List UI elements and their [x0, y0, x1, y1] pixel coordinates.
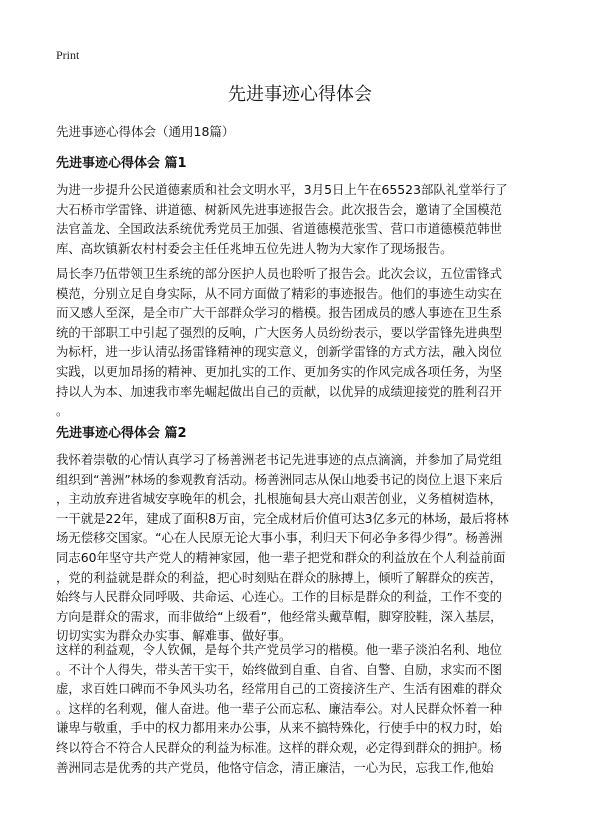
section2-paragraph-1: [56, 450, 546, 646]
text-line: 我怀着崇敬的心情认真学习了杨善洲老书记先进事迹的点点滴滴，并参加了局党组: [56, 452, 503, 467]
text-line: 场无偿移交国家。“心在人民原无论大事小事，利归天下何必争多得少得”。杨善洲: [56, 530, 503, 546]
text-line: 统的干部职工中引起了强烈的反响，广大医务人员纷纷表示，要以学雷锋先进典型: [56, 324, 503, 340]
text-line: 局长李乃伍带领卫生系统的部分医护人员也聆听了报告会。此次会议，五位雷锋式: [56, 266, 503, 281]
section-heading-2: 先进事迹心得体会 篇2: [56, 426, 187, 441]
text-line: ，党的利益就是群众的利益，把心时刻贴在群众的脉搏上，倾听了解群众的疾苦，: [56, 569, 503, 585]
text-line: 谦卑与敬重，手中的权力都用来办公事，从来不搞特殊化，行使手中的权力时，始: [56, 720, 503, 736]
text-line: 善洲同志是优秀的共产党员，他恪守信念，清正廉洁，一心为民，忘我工作,他始: [56, 759, 494, 775]
text-line: 方向是群众的需求，而非做给“上级看”，他经常头戴草帽，脚穿胶鞋，深入基层，: [56, 608, 503, 624]
text-line: 模范，分别立足自身实际，从不同方面做了精彩的事迹报告。他们的事迹生动实在: [56, 285, 503, 301]
text-line: 这样的利益观，令人钦佩，是每个共产党员学习的楷模。他一辈子淡泊名利、地位: [56, 642, 503, 657]
text-line: 始终与人民群众同呼吸、共命运、心连心。工作的目标是群众的利益，工作不变的: [56, 589, 503, 605]
section1-paragraph-2: [56, 264, 546, 421]
text-line: 虚，求百姓口碑而不争风头功名，经常用自己的工资接济生产、生活有困难的群众: [56, 681, 503, 697]
text-line: 持以人为本、加速我市率先崛起做出自己的贡献，以优异的成绩迎接党的胜利召开: [56, 383, 503, 399]
text-line: 为进一步提升公民道德素质和社会文明水平，3月5日上午在65523部队礼堂举行了: [56, 182, 508, 197]
text-line: 法官盖龙、全国政法系统优秀党员王加强、省道德模范张雪、营口市道德模范韩世: [56, 221, 503, 237]
text-line: ，主动放弃进省城安享晚年的机会，扎根施甸县大亮山艰苦创业，义务植树造林，: [56, 491, 503, 507]
section1-paragraph-1: [56, 180, 546, 258]
section2-paragraph-2: [56, 640, 546, 777]
text-line: 库、高坎镇新农村村委会主任任兆坤五位先进人物为大家作了现场报告。: [56, 240, 453, 256]
section-heading-1: 先进事迹心得体会 篇1: [56, 156, 187, 171]
text-line: 而又感人至深，是全市广大干部群众学习的楷模。报告团成员的感人事迹在卫生系: [56, 305, 503, 321]
text-line: 同志60年坚守共产党人的精神家园，他一辈子把党和群众的利益放在个人利益前面: [56, 549, 506, 565]
text-line: 一干就是22年，建成了面积8万亩，完全成材后价值可达3亿多元的林场，最后将林: [56, 510, 509, 526]
document-subtitle: 先进事迹心得体会（通用18篇）: [56, 124, 235, 139]
text-line: 。: [56, 403, 69, 419]
text-line: 实践，以更加昂扬的精神、更加扎实的工作、更加务实的作风完成各项任务，为坚: [56, 363, 503, 379]
text-line: 组织到“善洲”林场的参观教育活动。杨善洲同志从保山地委书记的岗位上退下来后: [56, 471, 503, 487]
print-link[interactable]: Print: [56, 48, 80, 62]
text-line: 终以符合不符合人民群众的利益为标准。这样的群众观，必定得到群众的拥护。杨: [56, 739, 503, 755]
text-line: 大石桥市学雷锋、讲道德、树新风先进事迹报告会。此次报告会，邀请了全国模范: [56, 201, 503, 217]
text-line: 为标杆，进一步认清弘扬雷锋精神的现实意义，创新学雷锋的方式方法，融入岗位: [56, 344, 503, 360]
document-title: 先进事迹心得体会: [228, 84, 372, 105]
text-line: 切切实实为群众办实事、解难事、做好事。: [56, 628, 292, 644]
text-line: 。这样的名利观，催人奋进。他一辈子公而忘私、廉洁奉公。对人民群众怀着一种: [56, 700, 503, 716]
text-line: 。不计个人得失，带头苦干实干，始终做到自重、自省、自警、自励，求实而不图: [56, 661, 503, 677]
